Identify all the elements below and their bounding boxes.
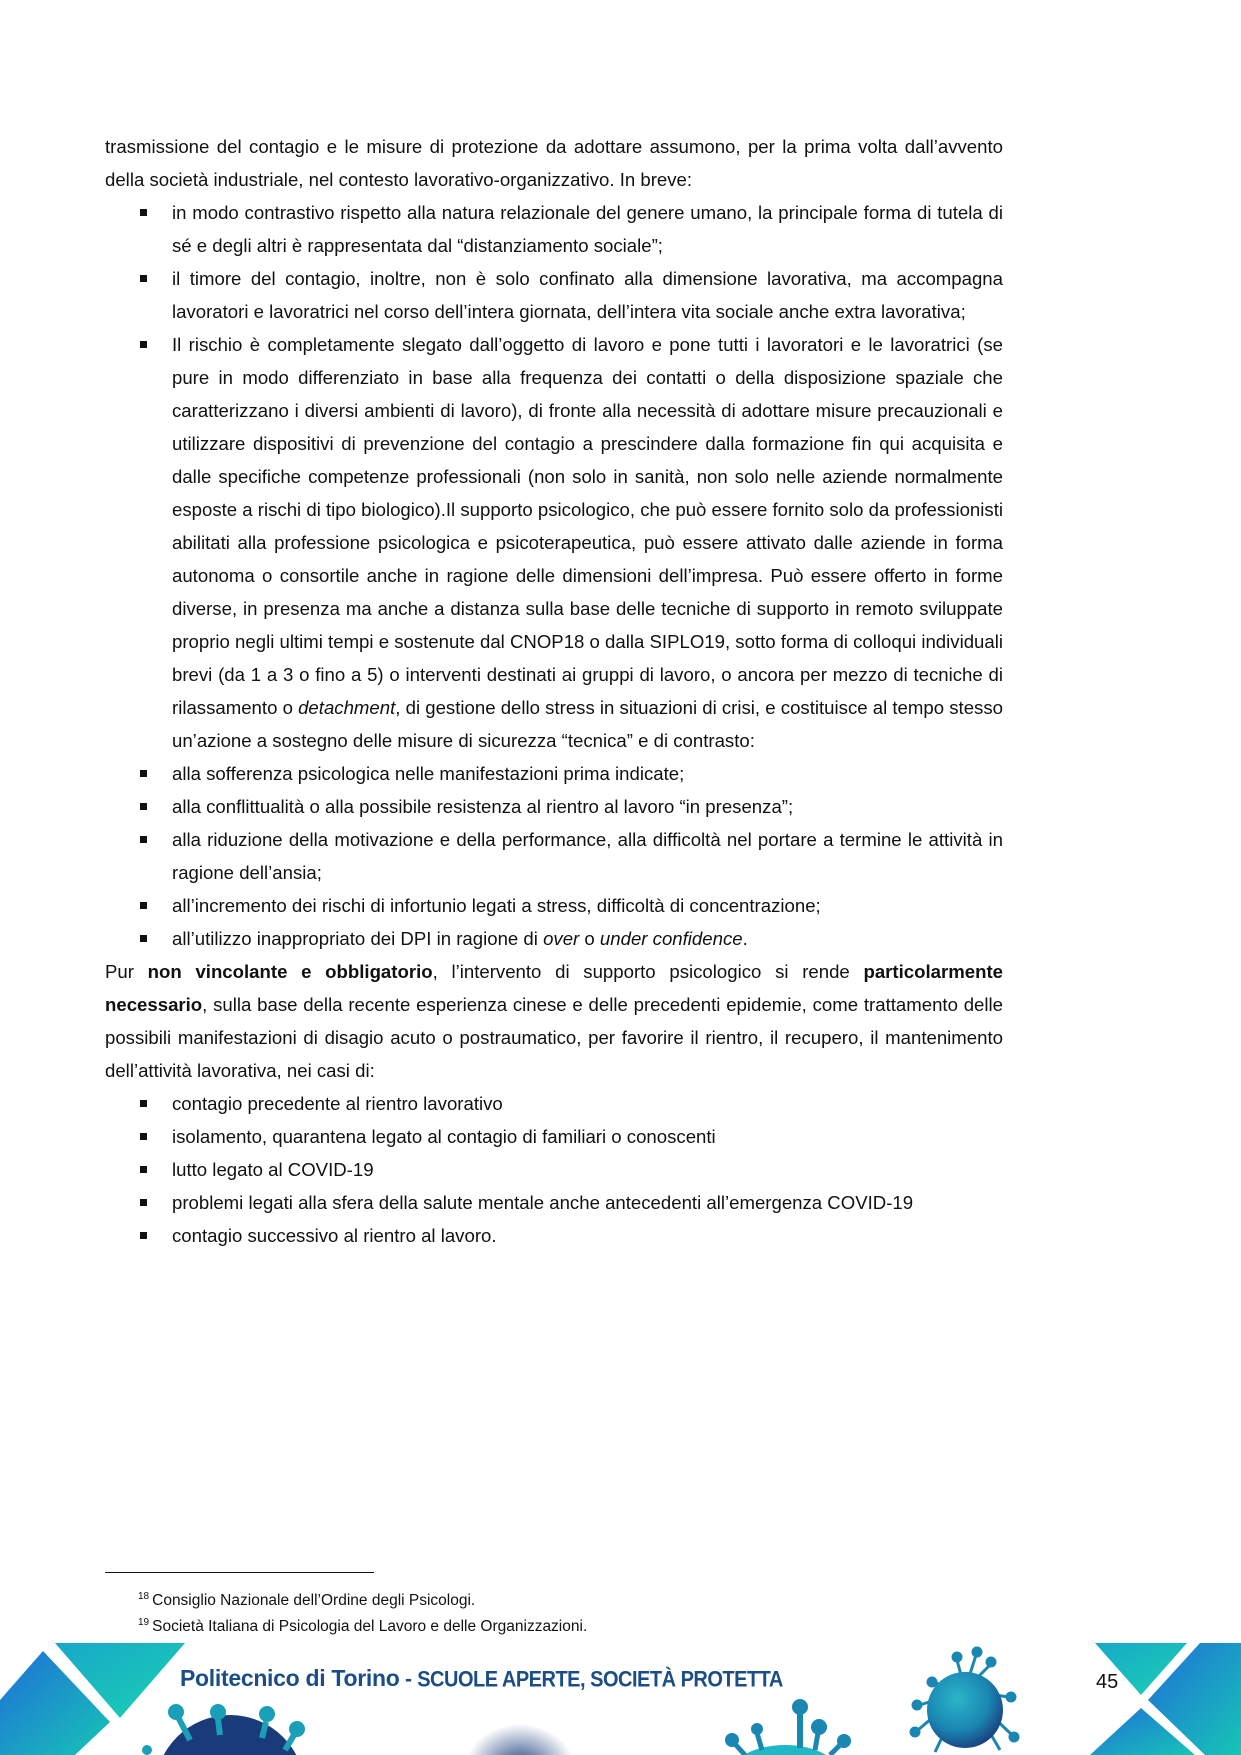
- risk-list: [105, 196, 1003, 955]
- intro-paragraph: trasmissione del contagio e le misure di protezione da adottare assumono, per la prima volta dall’avvento della società industriale, nel contesto lavorativo-organizzativo. In breve:: [105, 136, 1003, 190]
- virus-blur-icon: [465, 1715, 575, 1755]
- list-item: all’incremento dei rischi di infortunio legati a stress, difficoltà di concentrazione;: [105, 889, 1003, 922]
- square-bullet-icon: [140, 1100, 147, 1107]
- square-bullet-icon: [140, 1166, 147, 1173]
- footnote-19: $^{19}$ Società Italiana di Psicologia del Lavoro e delle Organizzazioni.: [138, 1617, 588, 1635]
- list-item: il timore del contagio, inoltre, non è solo confinato alla dimensione lavorativa, ma accompagna lavoratori e lavoratrici nel corso dell’intera giornata, dell’intera vita sociale anche extra lavorativa;: [105, 262, 1003, 328]
- footnote-18: $^{18}$ Consiglio Nazionale dell’Ordine degli Psicologi.: [138, 1591, 476, 1609]
- bold-phrase: particolarmente necessario: [105, 961, 1003, 1015]
- list-item: all’utilizzo inappropriato dei DPI in ragione di over o under confidence.: [105, 922, 1003, 955]
- square-bullet-icon: [140, 803, 147, 810]
- page-number: 45: [1096, 1671, 1119, 1693]
- document-body: [105, 130, 1003, 1252]
- list-item: problemi legati alla sfera della salute mentale anche antecedenti all’emergenza COVID-19: [105, 1186, 1003, 1219]
- list-item: isolamento, quarantena legato al contagio di familiari o conoscenti: [105, 1120, 1003, 1153]
- square-bullet-icon: [140, 836, 147, 843]
- list-item: in modo contrastivo rispetto alla natura relazionale del genere umano, la principale forma di tutela di sé e degli altri è rappresentata dal “distanziamento sociale”;: [105, 196, 1003, 262]
- virus-icon: [911, 1648, 1018, 1752]
- italic-term: under confidence: [599, 928, 743, 949]
- square-bullet-icon: [140, 341, 147, 348]
- bold-phrase: non vincolante e obbligatorio: [147, 961, 433, 982]
- square-bullet-icon: [140, 770, 147, 777]
- square-bullet-icon: [140, 275, 147, 282]
- square-bullet-icon: [140, 1199, 147, 1206]
- support-paragraph: Pur non vincolante e obbligatorio, l’intervento di supporto psicologico si rende particolarmente necessario, sulla base della recente esperienza cinese e delle precedenti epidemie, come trattamento delle possibili manifestazioni di disagio acuto o postraumatico, per favorire il rientro, il recupero, il mantenimento dell’attività lavorativa, nei casi di:: [105, 961, 1003, 1081]
- cases-list: [105, 1087, 1003, 1252]
- square-bullet-icon: [140, 1232, 147, 1239]
- geometric-tiles-left-icon: [0, 1643, 185, 1755]
- list-item: Il rischio è completamente slegato dall’oggetto di lavoro e pone tutti i lavoratori e le lavoratrici (se pure in modo differenziato in base alla frequenza dei contatti o della disposizione spaziale che caratterizzano i diversi ambienti di lavoro), di fronte alla necessità di adottare misure precauzionali e utilizzare dispositivi di prevenzione del contagio a prescindere dalla formazione fin qui acquisita e dalle specifiche competenze professionali (non solo in sanità, non solo nelle aziende normalmente esposte a rischi di tipo biologico).Il supporto psicologico, che può essere fornito solo da professionisti abilitati alla professione psicologica e psicoterapeutica, può essere attivato dalle aziende in forma autonoma o consortile anche in ragione delle dimensioni dell’impresa. Può essere offerto in forme diverse, in presenza ma anche a distanza sulla base delle tecniche di supporto in remoto sviluppate proprio negli ultimi tempi e sostenute dal CNOP18 o dalla SIPLO19, sotto forma di colloqui individuali brevi (da 1 a 3 o fino a 5) o interventi destinati ai gruppi di lavoro, o ancora per mezzo di tecniche di rilassamento o detachment, di gestione dello stress in situazioni di crisi, e costituisce al tempo stesso un’azione a sostegno delle misure di sicurezza “tecnica” e di contrasto:: [105, 328, 1003, 757]
- square-bullet-icon: [140, 902, 147, 909]
- square-bullet-icon: [140, 209, 147, 216]
- footnote-separator: [105, 1572, 374, 1573]
- institution-name: Politecnico di Torino: [180, 1665, 400, 1691]
- footer-decoration: [0, 1640, 1241, 1755]
- italic-term: over: [543, 928, 580, 949]
- list-item: alla riduzione della motivazione e della performance, alla difficoltà nel portare a termine le attività in ragione dell’ansia;: [105, 823, 1003, 889]
- square-bullet-icon: [140, 1133, 147, 1140]
- list-item: alla conflittualità o alla possibile resistenza al rientro al lavoro “in presenza”;: [105, 790, 1003, 823]
- list-item: contagio successivo al rientro al lavoro.: [105, 1219, 1003, 1252]
- list-item: contagio precedente al rientro lavorativo: [105, 1087, 1003, 1120]
- footer-title: Politecnico di Torino - SCUOLE APERTE, SOCIETÀ PROTETTA: [180, 1665, 783, 1693]
- virus-icon: [725, 1699, 851, 1755]
- list-item: alla sofferenza psicologica nelle manifestazioni prima indicate;: [105, 757, 1003, 790]
- footnotes: [138, 1586, 587, 1638]
- geometric-tiles-right-icon: [1090, 1643, 1241, 1755]
- italic-term: detachment: [298, 697, 396, 718]
- list-item: lutto legato al COVID-19: [105, 1153, 1003, 1186]
- square-bullet-icon: [140, 935, 147, 942]
- virus-icon: [142, 1704, 305, 1755]
- project-motto: SCUOLE APERTE, SOCIETÀ PROTETTA: [417, 1667, 783, 1693]
